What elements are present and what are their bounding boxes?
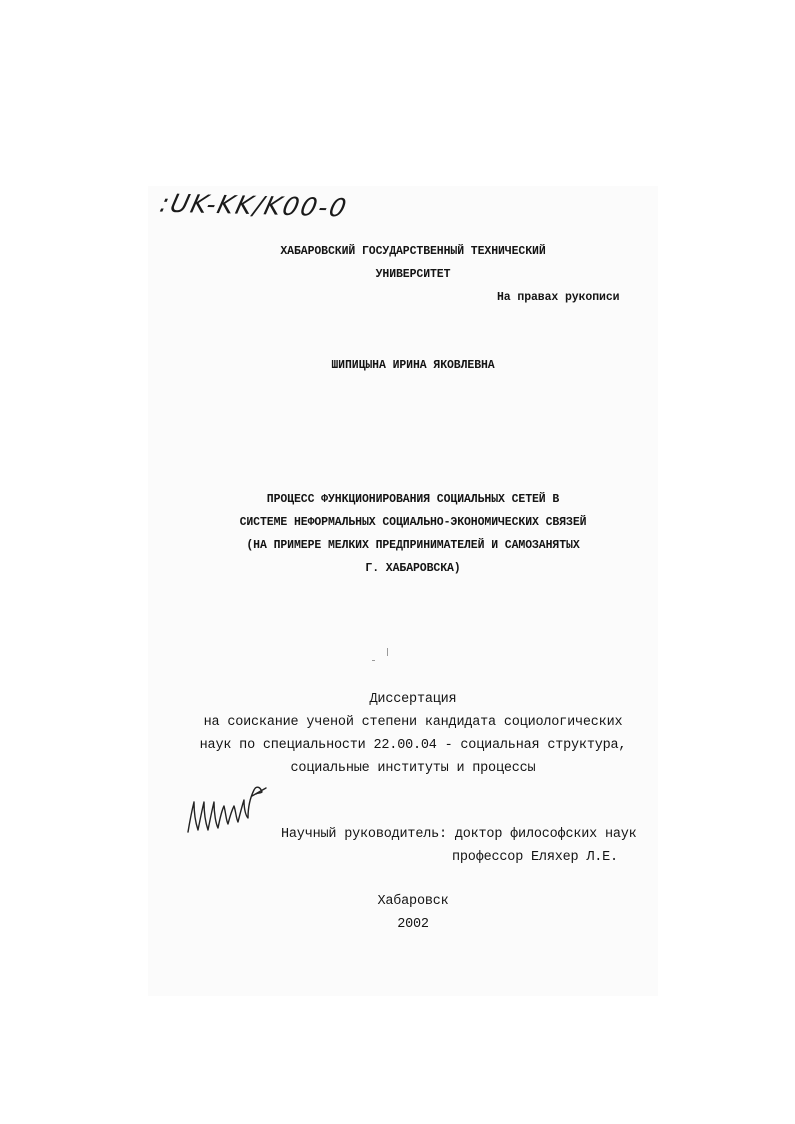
supervisor-line-2: профессор Еляхер Л.Е.	[452, 850, 618, 865]
author-name: ШИПИЦЫНА ИРИНА ЯКОВЛЕВНА	[331, 359, 495, 372]
degree-line-1: Диссертация	[369, 692, 457, 707]
institution-line-1: ХАБАРОВСКИЙ ГОСУДАРСТВЕННЫЙ ТЕХНИЧЕСКИЙ	[280, 245, 546, 258]
institution-line-2: УНИВЕРСИТЕТ	[375, 268, 451, 281]
title-line-2: СИСТЕМЕ НЕФОРМАЛЬНЫХ СОЦИАЛЬНО-ЭКОНОМИЧЕСКИХ СВЯЗЕЙ	[239, 516, 587, 529]
supervisor-line-1: Научный руководитель: доктор философских наук	[281, 827, 637, 842]
title-line-4: Г. ХАБАРОВСКА)	[365, 562, 461, 575]
degree-line-3: наук по специальности 22.00.04 - социальная структура,	[199, 738, 627, 753]
year: 2002	[397, 917, 429, 932]
manuscript-note: На правах рукописи	[497, 291, 620, 304]
scan-speck	[387, 648, 388, 656]
scan-speck	[372, 660, 375, 661]
city: Хабаровск	[377, 894, 449, 909]
handwritten-archive-code: :UK-KK/K00-0	[157, 188, 351, 223]
degree-line-2: на соискание ученой степени кандидата социологических	[203, 715, 623, 730]
degree-line-4: социальные институты и процессы	[290, 761, 536, 776]
title-line-1: ПРОЦЕСС ФУНКЦИОНИРОВАНИЯ СОЦИАЛЬНЫХ СЕТЕЙ В	[266, 493, 560, 506]
scanned-page-area	[148, 186, 658, 996]
title-line-3: (НА ПРИМЕРЕ МЕЛКИХ ПРЕДПРИНИМАТЕЛЕЙ И САМОЗАНЯТЫХ	[246, 539, 580, 552]
handwritten-signature	[182, 780, 272, 840]
